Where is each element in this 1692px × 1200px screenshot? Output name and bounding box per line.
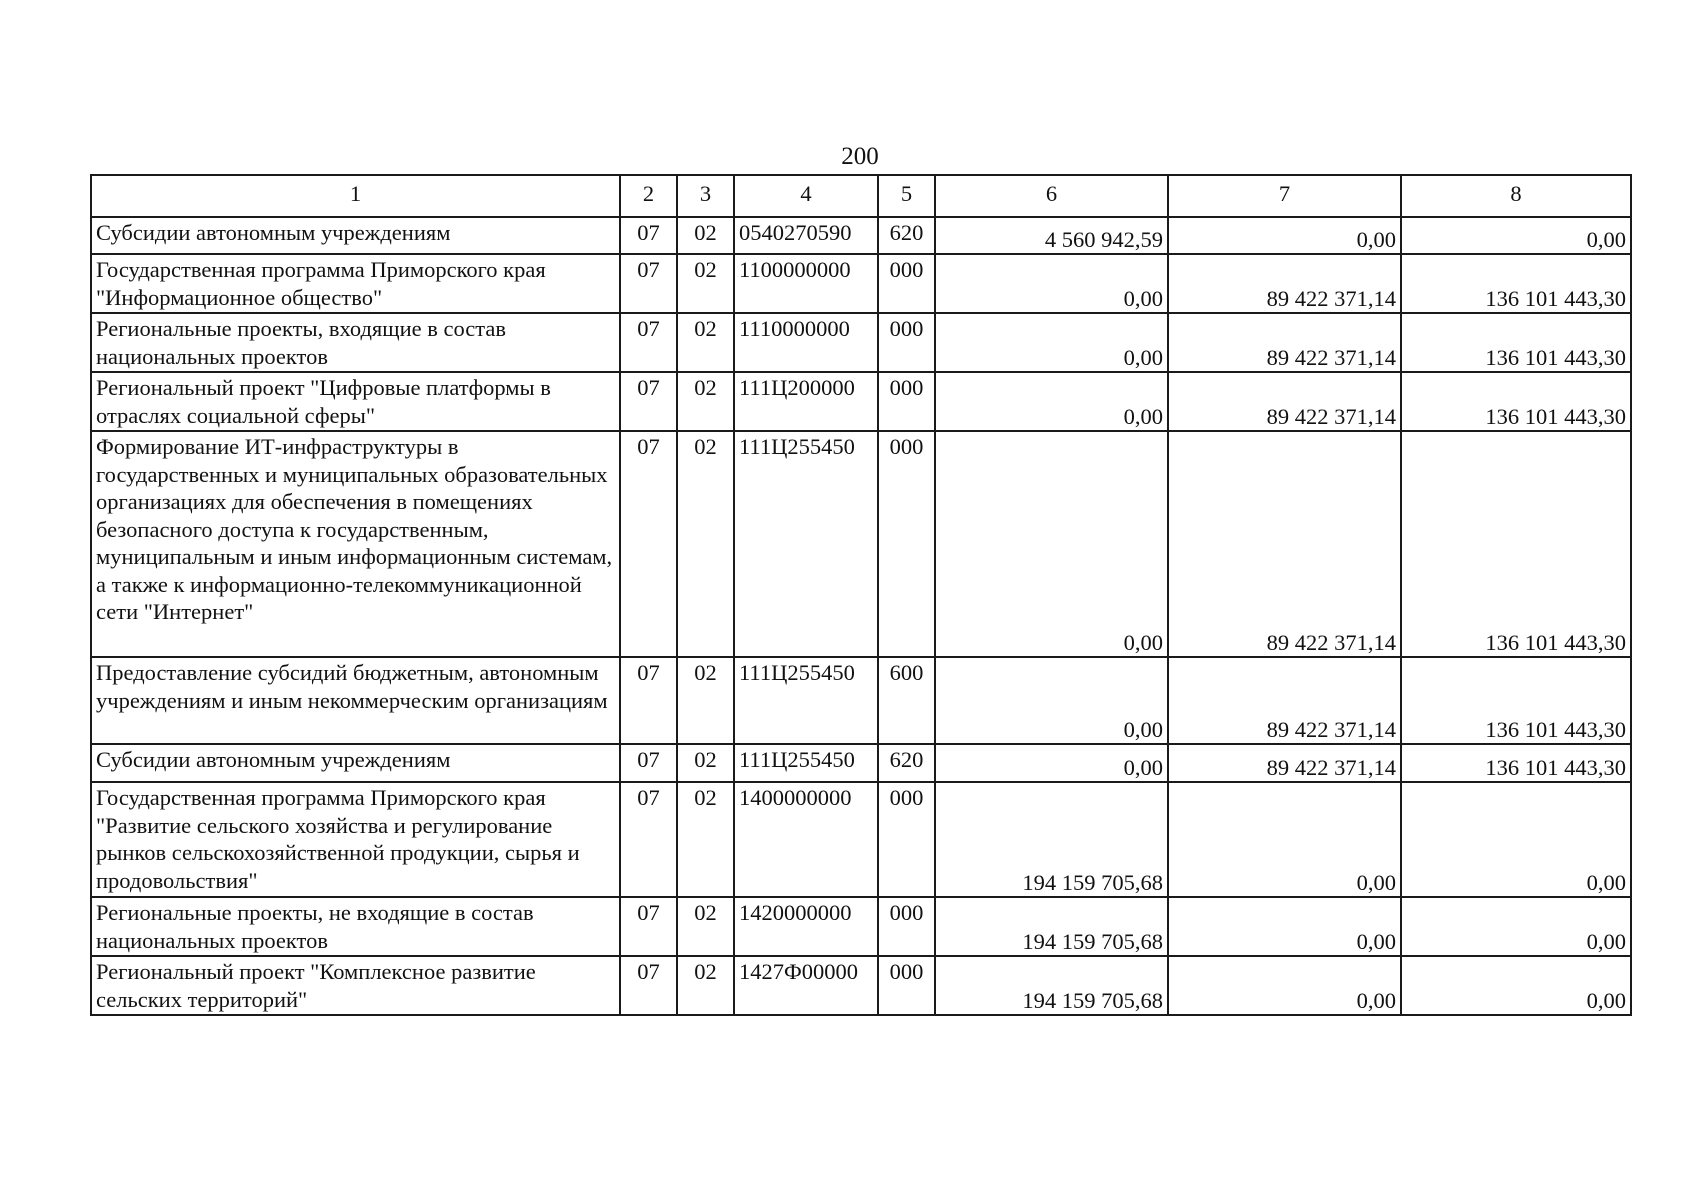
table-row [91,744,1631,782]
amount-cell-col7: 89 422 371,14 [1168,313,1401,372]
target-article-cell: 111Ц255450 [734,657,878,744]
amount-cell-col6: 0,00 [935,431,1168,657]
subsection-code-cell: 02 [677,897,734,956]
amount-cell-col7: 89 422 371,14 [1168,744,1401,782]
table-header-row [91,175,1631,217]
subsection-code-cell: 02 [677,744,734,782]
target-article-cell: 111Ц255450 [734,744,878,782]
expense-type-cell: 000 [878,431,935,657]
amount-cell-col6: 0,00 [935,254,1168,313]
amount-cell-col6: 194 159 705,68 [935,782,1168,897]
amount-cell-col6: 0,00 [935,313,1168,372]
target-article-cell: 111Ц200000 [734,372,878,431]
row-name-cell: Государственная программа Приморского края "Развитие сельского хозяйства и регулирование рынков сельскохозяйственной продукции, сырья и продовольствия" [91,782,620,897]
amount-cell-col6: 194 159 705,68 [935,956,1168,1015]
row-name-cell: Субсидии автономным учреждениям [91,744,620,782]
expense-type-cell: 000 [878,782,935,897]
expense-type-cell: 000 [878,956,935,1015]
header-cell: 7 [1168,175,1401,217]
target-article-cell: 1100000000 [734,254,878,313]
row-name-cell: Региональные проекты, не входящие в состав национальных проектов [91,897,620,956]
row-name-cell: Предоставление субсидий бюджетным, автономным учреждениям и иным некоммерческим организациям [91,657,620,744]
amount-cell-col7: 0,00 [1168,897,1401,956]
header-cell: 1 [91,175,620,217]
subsection-code-cell: 02 [677,431,734,657]
header-cell: 5 [878,175,935,217]
subsection-code-cell: 02 [677,372,734,431]
section-code-cell: 07 [620,431,677,657]
header-cell: 8 [1401,175,1631,217]
row-name-cell: Формирование ИТ-инфраструктуры в государственных и муниципальных образовательных организациях для обеспечения в помещениях безопасного доступа к государственным, муниципальным и иным информационным системам, а также к информационно-телекоммуникационной сети "Интернет" [91,431,620,657]
target-article-cell: 1110000000 [734,313,878,372]
amount-cell-col7: 89 422 371,14 [1168,657,1401,744]
amount-cell-col8: 136 101 443,30 [1401,313,1631,372]
row-name-cell: Субсидии автономным учреждениям [91,217,620,254]
expense-type-cell: 000 [878,897,935,956]
table-row [91,657,1631,744]
amount-cell-col6: 0,00 [935,744,1168,782]
table-row [91,782,1631,897]
amount-cell-col8: 0,00 [1401,956,1631,1015]
amount-cell-col7: 89 422 371,14 [1168,254,1401,313]
amount-cell-col8: 0,00 [1401,782,1631,897]
target-article-cell: 111Ц255450 [734,431,878,657]
amount-cell-col8: 0,00 [1401,217,1631,254]
expense-type-cell: 000 [878,372,935,431]
amount-cell-col7: 89 422 371,14 [1168,372,1401,431]
amount-cell-col8: 136 101 443,30 [1401,657,1631,744]
amount-cell-col8: 0,00 [1401,897,1631,956]
section-code-cell: 07 [620,657,677,744]
section-code-cell: 07 [620,313,677,372]
amount-cell-col6: 194 159 705,68 [935,897,1168,956]
table-row [91,254,1631,313]
row-name-cell: Региональные проекты, входящие в состав национальных проектов [91,313,620,372]
amount-cell-col8: 136 101 443,30 [1401,372,1631,431]
expense-type-cell: 000 [878,313,935,372]
subsection-code-cell: 02 [677,254,734,313]
table-row [91,313,1631,372]
amount-cell-col6: 0,00 [935,372,1168,431]
amount-cell-col7: 0,00 [1168,217,1401,254]
section-code-cell: 07 [620,254,677,313]
row-name-cell: Региональный проект "Цифровые платформы в отраслях социальной сферы" [91,372,620,431]
target-article-cell: 0540270590 [734,217,878,254]
row-name-cell: Региональный проект "Комплексное развитие сельских территорий" [91,956,620,1015]
section-code-cell: 07 [620,897,677,956]
target-article-cell: 1400000000 [734,782,878,897]
amount-cell-col6: 0,00 [935,657,1168,744]
table-row [91,372,1631,431]
amount-cell-col7: 0,00 [1168,782,1401,897]
section-code-cell: 07 [620,782,677,897]
header-cell: 6 [935,175,1168,217]
subsection-code-cell: 02 [677,956,734,1015]
amount-cell-col8: 136 101 443,30 [1401,431,1631,657]
row-name-cell: Государственная программа Приморского края "Информационное общество" [91,254,620,313]
amount-cell-col8: 136 101 443,30 [1401,254,1631,313]
table-row [91,217,1631,254]
header-cell: 4 [734,175,878,217]
page-number: 200 [841,143,879,170]
header-cell: 2 [620,175,677,217]
section-code-cell: 07 [620,372,677,431]
amount-cell-col7: 89 422 371,14 [1168,431,1401,657]
subsection-code-cell: 02 [677,782,734,897]
expense-type-cell: 000 [878,254,935,313]
expense-type-cell: 620 [878,744,935,782]
subsection-code-cell: 02 [677,657,734,744]
amount-cell-col6: 4 560 942,59 [935,217,1168,254]
subsection-code-cell: 02 [677,217,734,254]
target-article-cell: 1427Ф00000 [734,956,878,1015]
table-row [91,897,1631,956]
amount-cell-col7: 0,00 [1168,956,1401,1015]
target-article-cell: 1420000000 [734,897,878,956]
table-row [91,956,1631,1015]
section-code-cell: 07 [620,217,677,254]
subsection-code-cell: 02 [677,313,734,372]
section-code-cell: 07 [620,744,677,782]
section-code-cell: 07 [620,956,677,1015]
expense-type-cell: 620 [878,217,935,254]
table-row [91,431,1631,657]
amount-cell-col8: 136 101 443,30 [1401,744,1631,782]
header-cell: 3 [677,175,734,217]
budget-table [90,174,1632,1016]
expense-type-cell: 600 [878,657,935,744]
